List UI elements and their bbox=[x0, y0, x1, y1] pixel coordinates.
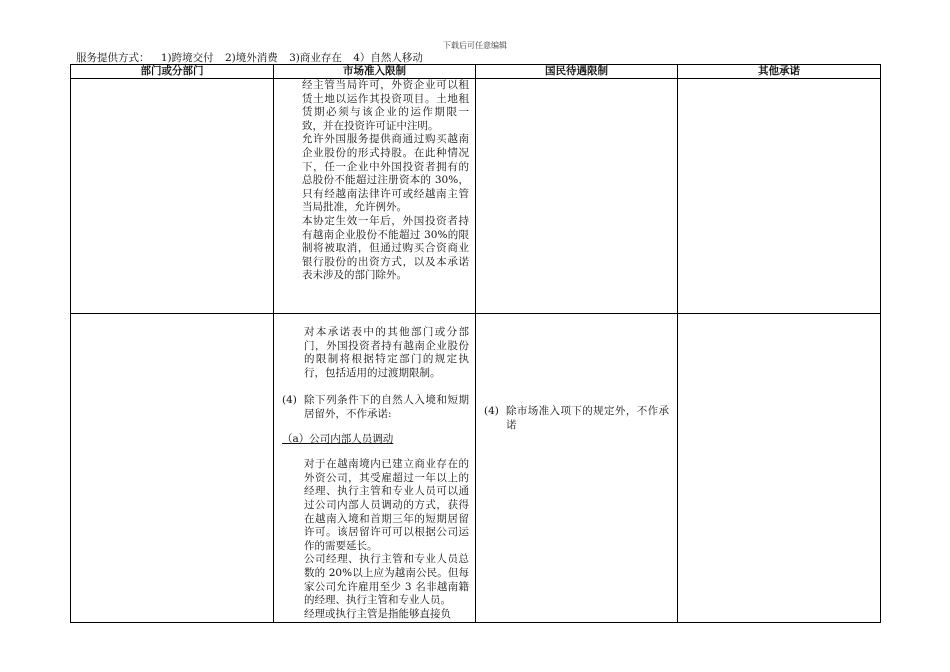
national-treatment-cell bbox=[476, 79, 678, 314]
supply-mode-3: 3)商业存在 bbox=[289, 52, 342, 64]
col-header-national-treatment: 国民待遇限制 bbox=[476, 65, 678, 79]
table-header-row bbox=[71, 65, 881, 79]
table-row bbox=[71, 79, 881, 314]
market-access-cell bbox=[274, 314, 476, 623]
market-text: 经主管当局许可，外资企业可以租赁土地以运作其投资项目。土地租赁期必须与该企业的运作期限一致，并在投资许可证中注明。 bbox=[302, 79, 469, 132]
market-text: 公司经理、执行主管和专业人员总数的 20%以上应为越南公民。但每家公司允许雇用至少 3 名非越南籍的经理、执行主管和专业人员。 bbox=[304, 553, 469, 607]
item-text: 除市场准入项下的规定外，不作承诺 bbox=[506, 405, 669, 431]
other-commitments-cell bbox=[678, 314, 881, 623]
download-note: 下载后可任意编辑 bbox=[443, 41, 507, 50]
commitment-table bbox=[70, 64, 881, 623]
table-row bbox=[71, 314, 881, 623]
market-text: 经理或执行主管是指能够直接负 bbox=[304, 607, 451, 620]
market-text: 允许外国服务提供商通过购买越南企业股份的形式持股。在此种情况下，任一企业中外国投资者拥有的总股份不能超过注册资本的 30%，只有经越南法律许可或经越南主管当局批准，允许例外。 bbox=[302, 133, 469, 214]
market-text: 对本承诺表中的其他部门或分部门，外国投资者持有越南企业股份的限制将根据特定部门的规定执行，包括适用的过渡期限制。 bbox=[304, 326, 469, 379]
mode4-item bbox=[282, 394, 469, 421]
supply-modes-line bbox=[76, 50, 431, 65]
supply-modes-label: 服务提供方式： bbox=[76, 52, 150, 64]
item-number: (4) bbox=[282, 394, 297, 407]
subheading-intra-company-transfer: （a）公司内部人员调动 bbox=[282, 432, 394, 445]
sector-cell bbox=[71, 79, 274, 314]
col-header-sector: 部门或分部门 bbox=[71, 65, 274, 79]
col-header-other: 其他承诺 bbox=[678, 65, 881, 79]
supply-mode-4: 4）自然人移动 bbox=[353, 52, 423, 64]
market-access-cell bbox=[274, 79, 476, 314]
other-commitments-cell bbox=[678, 79, 881, 314]
market-text: 本协定生效一年后，外国投资者持有越南企业股份不能超过 30%的限制将被取消，但通过购买合资商业银行股份的出资方式，以及本承诺表未涉及的部门除外。 bbox=[302, 214, 469, 282]
sector-cell bbox=[71, 314, 274, 623]
item-number: (4) bbox=[484, 405, 499, 417]
item-text: 除下列条件下的自然人入境和短期居留外，不作承诺: bbox=[304, 394, 469, 420]
supply-mode-1: 1)跨境交付 bbox=[160, 52, 214, 64]
national-treatment-cell bbox=[476, 314, 678, 623]
col-header-market-access: 市场准入限制 bbox=[274, 65, 476, 79]
supply-mode-2: 2)境外消费 bbox=[224, 52, 278, 64]
market-text: 对于在越南境内已建立商业存在的外资公司，其受雇超过一年以上的经理、执行主管和专业人员可以通过公司内部人员调动的方式，获得在越南入境和首期三年的短期居留许可。该居留许可可以根据公司运作的需要延长。 bbox=[304, 458, 469, 552]
